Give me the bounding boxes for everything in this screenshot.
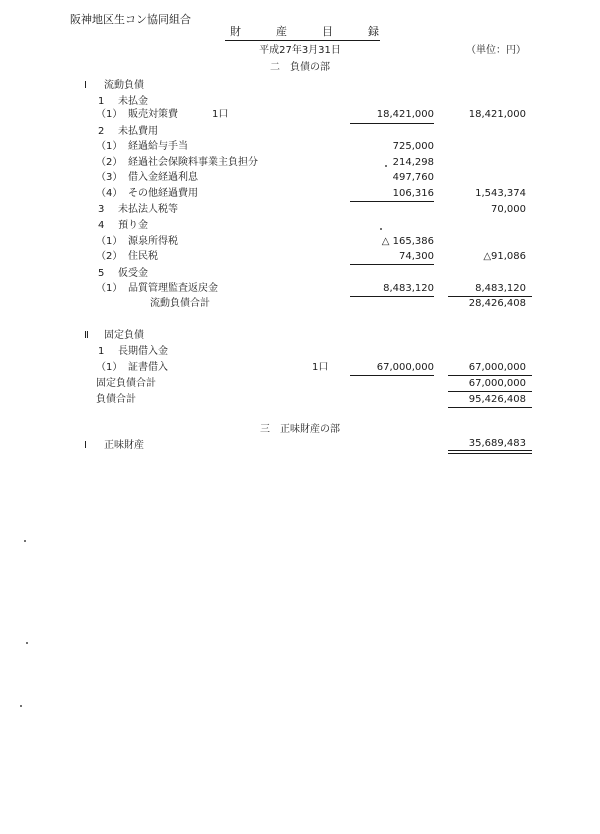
item-total: 1,543,374 (475, 188, 526, 199)
subtotal-underline (350, 123, 434, 124)
scan-speck (380, 228, 382, 230)
current-liabilities-total-label: 流動負債合計 (150, 298, 210, 309)
organization-name: 阪神地区生コン協同組合 (70, 13, 191, 26)
title-underline (225, 40, 380, 41)
document-title: 財 産 目 録 (230, 25, 391, 38)
liabilities-heading: 二 負債の部 (270, 62, 330, 73)
tax-number: 3 (98, 204, 105, 215)
net-assets-double-underline (448, 450, 532, 454)
suspense-label: 仮受金 (118, 268, 148, 279)
item-quantity: 1口 (312, 362, 329, 373)
subtotal-underline (350, 264, 434, 265)
item-subtotal: 497,760 (392, 172, 434, 183)
unpaid-number: 1 (98, 96, 105, 107)
item-label: 販売対策費 (128, 109, 178, 120)
scan-speck (26, 642, 28, 644)
item-index: （1） (96, 141, 123, 152)
item-subtotal: △ 165,386 (381, 236, 434, 247)
net-assets-label: 正味財産 (104, 440, 144, 451)
scan-speck (24, 540, 26, 542)
grand-total: 95,426,408 (468, 394, 526, 405)
deposits-label: 預り金 (118, 220, 148, 231)
item-total: △91,086 (483, 251, 526, 262)
item-total: 8,483,120 (475, 283, 526, 294)
item-subtotal: 725,000 (392, 141, 434, 152)
item-label: 証書借入 (128, 362, 168, 373)
item-subtotal: 67,000,000 (376, 362, 434, 373)
item-index: （1） (96, 283, 123, 294)
item-label: 源泉所得税 (128, 236, 178, 247)
item-index: （1） (96, 236, 123, 247)
current-liabilities-label: 流動負債 (104, 80, 144, 91)
fixed-liabilities-marker: Ⅱ (84, 330, 89, 341)
total-underline (448, 296, 532, 297)
item-subtotal: 74,300 (399, 251, 434, 262)
current-liabilities-total: 28,426,408 (468, 298, 526, 309)
item-quantity: 1口 (212, 109, 229, 120)
net-assets-heading: 三 正味財産の部 (260, 424, 340, 435)
item-total: 18,421,000 (468, 109, 526, 120)
grand-total-label: 負債合計 (96, 394, 136, 405)
fixed-liabilities-label: 固定負債 (104, 330, 144, 341)
total-underline (448, 407, 532, 408)
loans-number: 1 (98, 346, 105, 357)
loans-label: 長期借入金 (118, 346, 168, 357)
fixed-liabilities-total: 67,000,000 (468, 378, 526, 389)
item-index: （1） (96, 362, 123, 373)
unit-label: （単位：円） (466, 45, 526, 56)
subtotal-underline (350, 296, 434, 297)
item-subtotal: 214,298 (392, 157, 434, 168)
subtotal-underline (350, 375, 434, 376)
suspense-number: 5 (98, 268, 105, 279)
item-index: （2） (96, 157, 123, 168)
item-label: 住民税 (128, 251, 158, 262)
item-label: 品質管理監査返戻金 (128, 283, 218, 294)
scan-speck (385, 165, 387, 167)
item-label: その他経過費用 (128, 188, 198, 199)
document-date: 平成27年3月31日 (259, 45, 341, 56)
item-index: （1） (96, 109, 123, 120)
item-index: （3） (96, 172, 123, 183)
item-label: 経過給与手当 (128, 141, 188, 152)
item-label: 経過社会保険料事業主負担分 (128, 157, 258, 168)
item-subtotal: 18,421,000 (376, 109, 434, 120)
unpaid-label: 未払金 (118, 96, 148, 107)
total-underline (448, 375, 532, 376)
fixed-liabilities-total-label: 固定負債合計 (96, 378, 156, 389)
scan-speck (20, 705, 22, 707)
deposits-number: 4 (98, 220, 105, 231)
unpaid-expenses-number: 2 (98, 126, 105, 137)
tax-label: 未払法人税等 (118, 204, 178, 215)
item-total: 67,000,000 (468, 362, 526, 373)
tax-total: 70,000 (491, 204, 526, 215)
net-assets-total: 35,689,483 (468, 438, 526, 449)
unpaid-expenses-label: 未払費用 (118, 126, 158, 137)
item-label: 借入金経過利息 (128, 172, 198, 183)
total-underline (448, 391, 532, 392)
item-subtotal: 106,316 (392, 188, 434, 199)
item-index: （4） (96, 188, 123, 199)
current-liabilities-marker: Ⅰ (84, 80, 87, 91)
item-index: （2） (96, 251, 123, 262)
subtotal-underline (350, 201, 434, 202)
net-assets-marker: Ⅰ (84, 440, 87, 451)
item-subtotal: 8,483,120 (383, 283, 434, 294)
